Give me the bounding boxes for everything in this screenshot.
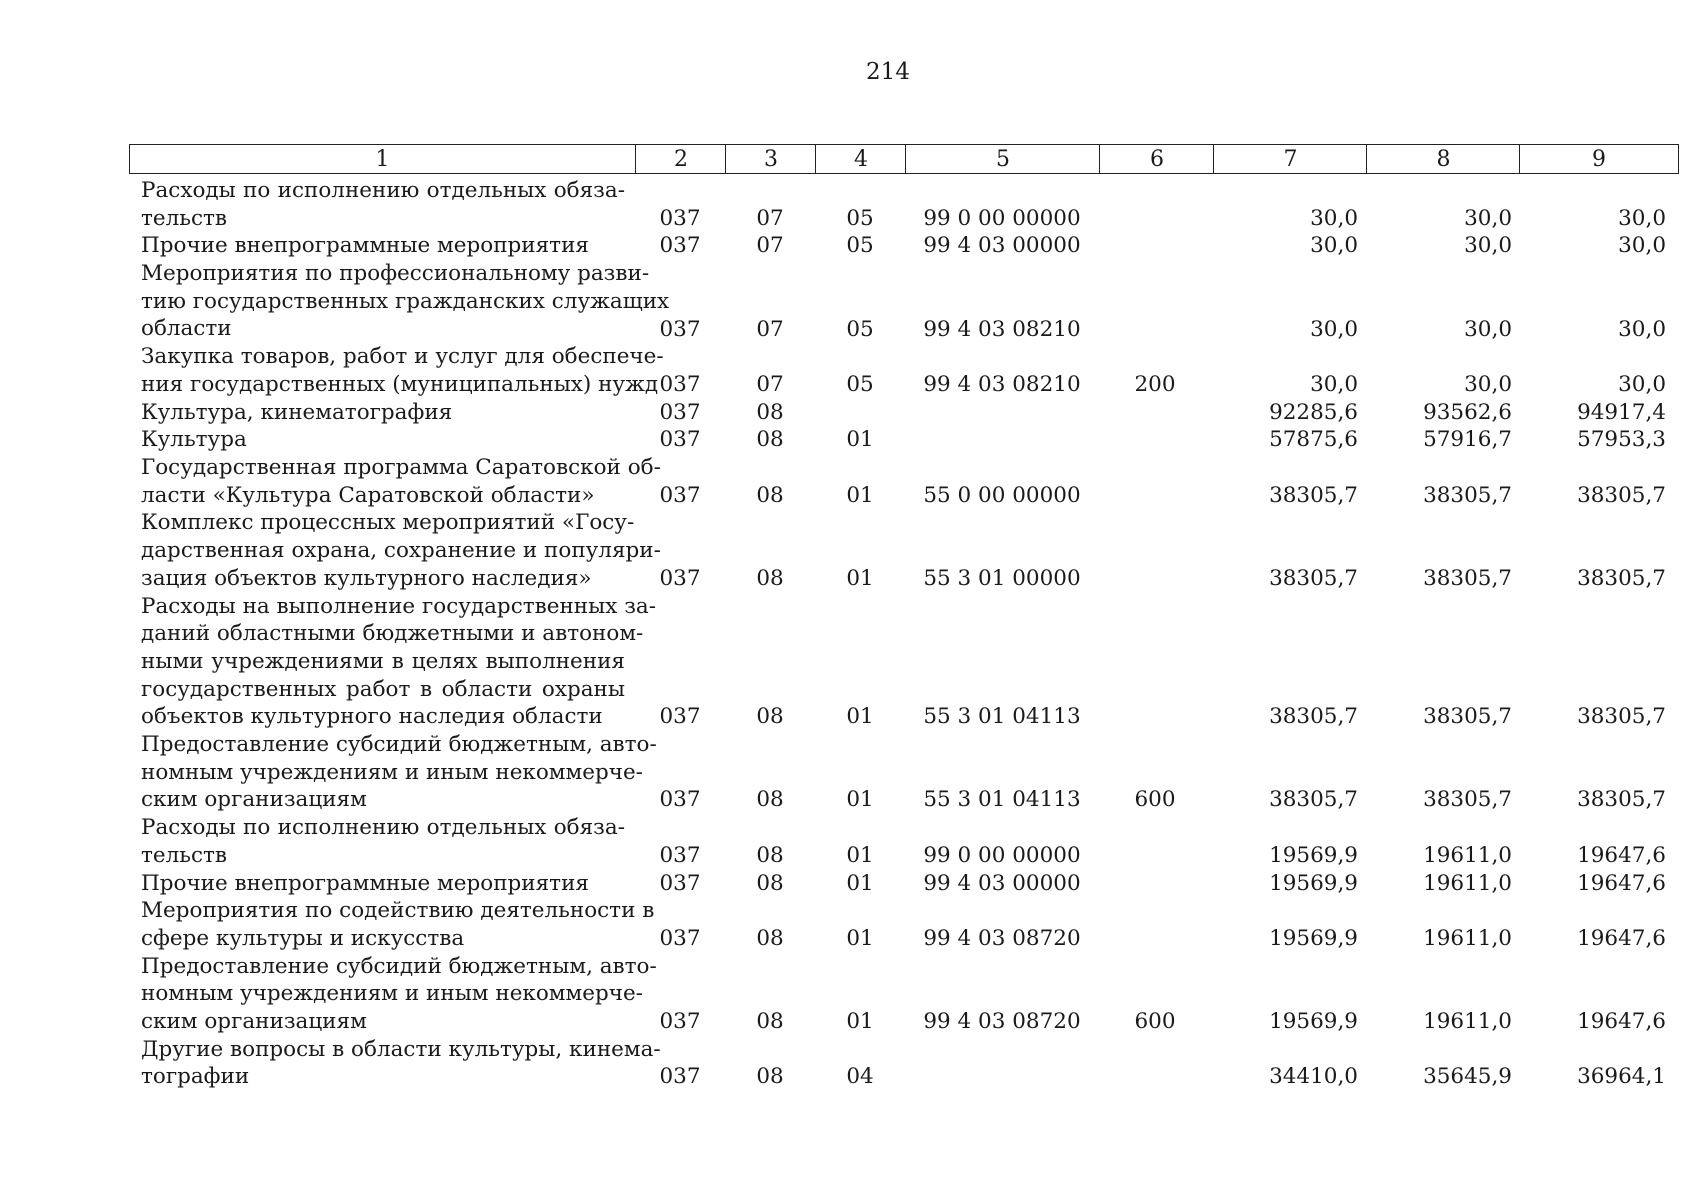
table-row: [0, 232, 1697, 260]
cell-col-6: 600: [1134, 1009, 1176, 1034]
cell-col-2: 037: [659, 925, 701, 951]
description-line: Комплекс процессных мероприятий «Госу-: [141, 510, 635, 536]
cell-col-5: 99 4 03 00000: [923, 233, 1081, 259]
cell-col-7: 30,0: [1310, 371, 1358, 397]
description-line: номным учреждениям и иным некоммерче-: [141, 981, 643, 1007]
cell-col-3: 08: [756, 1009, 784, 1034]
cell-col-4: 04: [846, 1064, 874, 1090]
cell-col-9: 38305,7: [1577, 482, 1666, 508]
cell-col-3: 08: [756, 870, 784, 896]
cell-col-4: 01: [846, 427, 874, 453]
cell-col-6: [1098, 870, 1212, 898]
cell-col-3: 08: [756, 925, 784, 951]
cell-col-9: 36964,1: [1577, 1064, 1666, 1090]
cell-col-3: 07: [756, 233, 784, 259]
description-line: Расходы по исполнению отдельных обяза-: [141, 815, 625, 841]
cell-col-7: 38305,7: [1269, 704, 1358, 730]
description-line: ским организациям: [141, 1008, 367, 1034]
header-col-4: 4: [815, 145, 906, 173]
header-col-6: 6: [1099, 145, 1214, 173]
row-description: [141, 953, 657, 1036]
description-line: ния государственных (муниципальных) нужд: [141, 371, 659, 397]
cell-col-6: 200: [1134, 371, 1176, 397]
row-description: [141, 260, 670, 343]
table-row: [0, 897, 1697, 952]
cell-col-2: 037: [659, 205, 701, 231]
cell-col-5: [910, 426, 1094, 454]
description-line: Прочие внепрограммные мероприятия: [141, 233, 589, 259]
description-line: даний областными бюджетными и автоном-: [141, 621, 644, 647]
row-description: [141, 426, 625, 454]
cell-col-8: 19611,0: [1423, 870, 1512, 896]
cell-col-8: 30,0: [1464, 316, 1512, 342]
cell-col-9: 38305,7: [1577, 787, 1666, 813]
description-line: Прочие внепрограммные мероприятия: [141, 870, 589, 896]
cell-col-6: [1098, 1063, 1212, 1091]
cell-col-8: 38305,7: [1423, 704, 1512, 730]
cell-col-4: 05: [846, 316, 874, 342]
cell-col-4: 05: [846, 205, 874, 231]
cell-col-2: 037: [659, 482, 701, 508]
cell-col-9: 30,0: [1618, 316, 1666, 342]
cell-col-7: 38305,7: [1269, 787, 1358, 813]
table-row: [0, 870, 1697, 898]
description-line: Расходы по исполнению отдельных обяза-: [141, 178, 625, 203]
header-col-9: 9: [1519, 145, 1678, 173]
cell-col-7: 34410,0: [1269, 1064, 1358, 1090]
cell-col-6: [1098, 565, 1212, 593]
table-header: [129, 144, 1679, 174]
cell-col-2: 037: [659, 316, 701, 342]
cell-col-6: [1098, 482, 1212, 510]
cell-col-6: [1098, 703, 1212, 731]
table-row: [0, 399, 1697, 427]
cell-col-3: 08: [756, 842, 784, 868]
cell-col-7: 19569,9: [1269, 1009, 1358, 1034]
cell-col-7: 19569,9: [1269, 842, 1358, 868]
cell-col-7: 57875,6: [1269, 427, 1358, 453]
cell-col-5: [910, 1063, 1094, 1091]
cell-col-6: [1098, 399, 1212, 427]
header-col-3: 3: [725, 145, 816, 173]
cell-col-7: 19569,9: [1269, 925, 1358, 951]
cell-col-6: [1098, 205, 1212, 233]
description-line: тию государственных гражданских служащих: [141, 288, 670, 314]
cell-col-5: 99 4 03 00000: [923, 870, 1081, 896]
header-col-1: 1: [375, 146, 390, 172]
cell-col-9: 38305,7: [1577, 704, 1666, 730]
cell-col-6: 600: [1134, 787, 1176, 813]
cell-col-3: 08: [756, 482, 784, 508]
description-line: сфере культуры и искусства: [141, 925, 465, 951]
description-line: Культура: [141, 427, 247, 453]
row-description: [141, 870, 625, 898]
row-description: [141, 232, 625, 260]
cell-col-9: 30,0: [1618, 371, 1666, 397]
row-description: [141, 343, 664, 398]
description-line: области: [141, 316, 232, 342]
description-line: тографии: [141, 1064, 250, 1090]
cell-col-2: 037: [659, 1009, 701, 1034]
table-row: [0, 953, 1697, 1036]
row-description: [141, 814, 625, 869]
cell-col-8: 19611,0: [1423, 925, 1512, 951]
table-row: [0, 509, 1697, 592]
cell-col-3: 08: [756, 399, 784, 425]
cell-col-6: [1098, 925, 1212, 953]
header-col-2: 2: [635, 145, 726, 173]
cell-col-2: 037: [659, 870, 701, 896]
description-line: Расходы на выполнение государственных за-: [141, 593, 657, 619]
cell-col-8: 57916,7: [1423, 427, 1512, 453]
cell-col-3: 07: [756, 205, 784, 231]
cell-col-9: 19647,6: [1577, 842, 1666, 868]
cell-col-4: 05: [846, 233, 874, 259]
cell-col-7: 38305,7: [1269, 565, 1358, 591]
cell-col-4: 01: [846, 1009, 874, 1034]
cell-col-7: 30,0: [1310, 316, 1358, 342]
description-line: объектов культурного наследия области: [141, 704, 603, 730]
cell-col-5: 99 4 03 08210: [923, 371, 1081, 397]
row-description: [141, 897, 655, 952]
row-description: [141, 177, 625, 232]
description-line: Предоставление субсидий бюджетным, авто-: [141, 953, 657, 979]
description-line: дарственная охрана, сохранение и популяри-: [141, 538, 661, 564]
table-row: [0, 1036, 1697, 1091]
description-line: номным учреждениям и иным некоммерче-: [141, 759, 643, 785]
cell-col-4: 01: [846, 704, 874, 730]
cell-col-7: 30,0: [1310, 233, 1358, 259]
table-row: [0, 426, 1697, 454]
cell-col-8: 38305,7: [1423, 787, 1512, 813]
cell-col-9: 19647,6: [1577, 870, 1666, 896]
description-line: ским организациям: [141, 787, 367, 813]
cell-col-7: 92285,6: [1269, 399, 1358, 425]
table-row: [0, 177, 1697, 232]
cell-col-9: 57953,3: [1577, 427, 1666, 453]
cell-col-9: 30,0: [1618, 233, 1666, 259]
description-line: тельств: [141, 842, 228, 868]
row-description: [141, 399, 625, 427]
cell-col-2: 037: [659, 399, 701, 425]
cell-col-8: 30,0: [1464, 233, 1512, 259]
cell-col-7: 38305,7: [1269, 482, 1358, 508]
table-row: [0, 814, 1697, 869]
table-row: [0, 593, 1697, 732]
cell-col-3: 08: [756, 704, 784, 730]
cell-col-9: 94917,4: [1577, 399, 1666, 425]
cell-col-3: 07: [756, 316, 784, 342]
page-number: 214: [866, 59, 910, 85]
cell-col-5: 55 3 01 04113: [923, 787, 1081, 813]
cell-col-3: 07: [756, 371, 784, 397]
cell-col-2: 037: [659, 565, 701, 591]
cell-col-9: 38305,7: [1577, 565, 1666, 591]
description-line: государственных работ в области охраны: [141, 676, 625, 702]
cell-col-5: 99 4 03 08720: [923, 925, 1081, 951]
cell-col-8: 30,0: [1464, 371, 1512, 397]
cell-col-4: 05: [846, 371, 874, 397]
cell-col-7: 19569,9: [1269, 870, 1358, 896]
description-line: Другие вопросы в области культуры, кинема-: [141, 1036, 661, 1062]
cell-col-4: 01: [846, 787, 874, 813]
description-line: тельств: [141, 205, 228, 231]
row-description: [141, 593, 657, 731]
cell-col-5: 99 4 03 08210: [923, 316, 1081, 342]
description-line: ласти «Культура Саратовской области»: [141, 482, 595, 508]
cell-col-9: 19647,6: [1577, 925, 1666, 951]
cell-col-3: 08: [756, 427, 784, 453]
description-line: Мероприятия по содействию деятельности в: [141, 898, 655, 924]
cell-col-3: 08: [756, 787, 784, 813]
description-line: Государственная программа Саратовской об-: [141, 455, 661, 480]
cell-col-4: [815, 399, 905, 427]
cell-col-8: 35645,9: [1423, 1064, 1512, 1090]
table-row: [0, 454, 1697, 509]
cell-col-5: 99 0 00 00000: [923, 842, 1081, 868]
cell-col-4: 01: [846, 842, 874, 868]
cell-col-5: 99 4 03 08720: [923, 1009, 1081, 1034]
cell-col-7: 30,0: [1310, 205, 1358, 231]
description-line: Мероприятия по профессиональному разви-: [141, 261, 650, 287]
cell-col-6: [1098, 316, 1212, 344]
header-col-8: 8: [1366, 145, 1520, 173]
table-row: [0, 731, 1697, 814]
cell-col-9: 19647,6: [1577, 1009, 1666, 1034]
description-line: зация объектов культурного наследия»: [141, 565, 592, 591]
cell-col-8: 19611,0: [1423, 1009, 1512, 1034]
cell-col-5: 55 0 00 00000: [923, 482, 1081, 508]
header-col-5: 5: [905, 145, 1100, 173]
cell-col-6: [1098, 426, 1212, 454]
description-line: Закупка товаров, работ и услуг для обеспече-: [141, 344, 664, 370]
cell-col-4: 01: [846, 870, 874, 896]
cell-col-5: [910, 399, 1094, 427]
cell-col-4: 01: [846, 925, 874, 951]
row-description: [141, 731, 657, 814]
row-description: [141, 454, 661, 509]
cell-col-8: 38305,7: [1423, 565, 1512, 591]
cell-col-8: 19611,0: [1423, 842, 1512, 868]
cell-col-2: 037: [659, 233, 701, 259]
cell-col-9: 30,0: [1618, 205, 1666, 231]
row-description: [141, 509, 661, 592]
cell-col-8: 30,0: [1464, 205, 1512, 231]
row-description: [141, 1036, 661, 1091]
table-row: [0, 343, 1697, 398]
cell-col-2: 037: [659, 787, 701, 813]
cell-col-2: 037: [659, 704, 701, 730]
cell-col-5: 55 3 01 00000: [923, 565, 1081, 591]
table-row: [0, 260, 1697, 343]
cell-col-4: 01: [846, 565, 874, 591]
cell-col-5: 99 0 00 00000: [923, 205, 1081, 231]
cell-col-6: [1098, 232, 1212, 260]
description-line: Предоставление субсидий бюджетным, авто-: [141, 732, 657, 757]
cell-col-2: 037: [659, 1064, 701, 1090]
cell-col-3: 08: [756, 565, 784, 591]
header-col-7: 7: [1213, 145, 1367, 173]
cell-col-4: 01: [846, 482, 874, 508]
cell-col-2: 037: [659, 842, 701, 868]
cell-col-5: 55 3 01 04113: [923, 704, 1081, 730]
description-line: Культура, кинематография: [141, 399, 453, 425]
cell-col-2: 037: [659, 427, 701, 453]
cell-col-3: 08: [756, 1064, 784, 1090]
cell-col-8: 93562,6: [1423, 399, 1512, 425]
description-line: ными учреждениями в целях выполнения: [141, 648, 625, 674]
cell-col-8: 38305,7: [1423, 482, 1512, 508]
cell-col-2: 037: [659, 371, 701, 397]
cell-col-6: [1098, 842, 1212, 870]
